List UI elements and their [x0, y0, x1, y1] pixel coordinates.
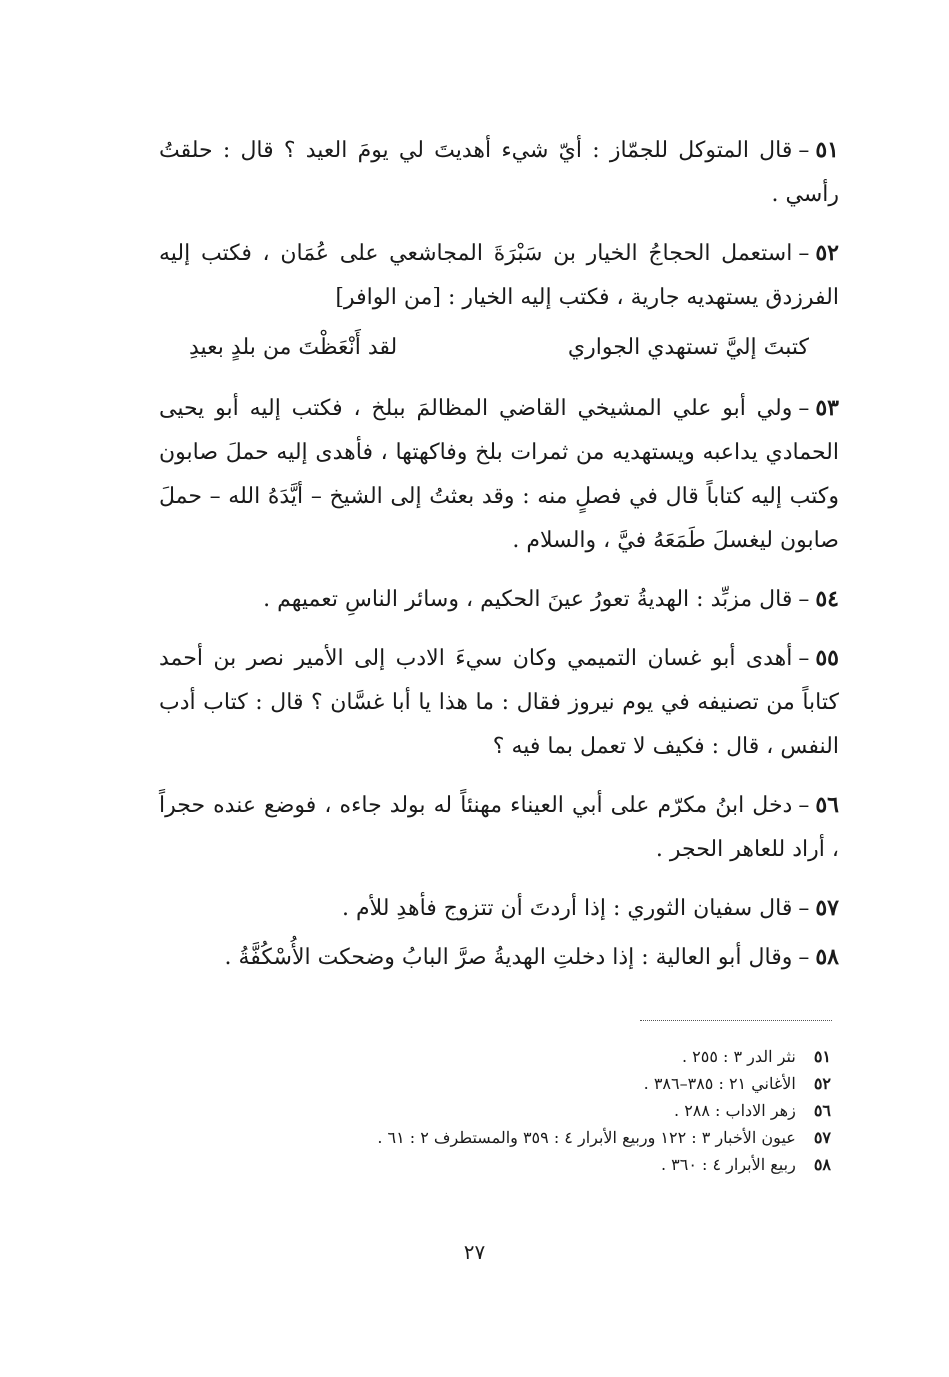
- entry-number: ٥٦: [815, 792, 839, 818]
- poem-verse: [189, 326, 809, 370]
- entry-text: قال المتوكل للجمّاز : أيّ شيء أهديتَ لي يومَ العيد ؟ قال : حلقتُ رأسي .: [159, 138, 839, 207]
- entry-dash: –: [798, 896, 810, 921]
- entry-dash: –: [798, 396, 810, 421]
- footnote-text: عيون الأخبار ٣ : ١٢٢ وربيع الأبرار ٤ : ٣٥٩ والمستطرف ٢ : ٦١ .: [377, 1128, 796, 1147]
- entry-dash: –: [798, 793, 810, 818]
- footnote-58: [191, 1151, 831, 1178]
- entry-text: قال سفيان الثوري : إذا أردتَ أن تتزوج فأهدِ للأم .: [342, 896, 793, 921]
- entry-number: ٥٢: [815, 240, 839, 266]
- footnote-number: ٥١: [813, 1047, 831, 1066]
- page-number: ٢٧: [463, 1240, 486, 1264]
- entry-dash: –: [798, 945, 810, 970]
- main-text: [159, 128, 839, 994]
- verse-hemistich-second: لقد أَنْعَظْتَ من بلدٍ بعيدِ: [189, 335, 398, 360]
- footnote-separator: [640, 1020, 832, 1021]
- footnote-text: نثر الدر ٣ : ٢٥٥ .: [681, 1047, 796, 1066]
- footnote-number: ٥٦: [813, 1101, 831, 1120]
- entry-52: [159, 231, 839, 320]
- entry-text: ولي أبو علي المشيخي القاضي المظالمَ ببلخ ، فكتب إليه أبو يحيى الحمادي يداعبه ويستهديه من ثمرات بلخ وفاكهتها ، فأهدى إليه حملَ صابون وكتب إليه كتاباً قال في فصلٍ منه : وقد بعثتُ إلى الشيخ – أيَّدَهُ الله – حملَ صابون ليغسلَ طَمَعَهُ فيَّ ، والسلام .: [159, 396, 839, 553]
- entry-dash: –: [798, 587, 810, 612]
- verse-hemistich-first: كتبتَ إليَّ تستهدي الجواري: [567, 335, 809, 360]
- entry-57: [159, 886, 839, 931]
- entry-number: ٥٥: [815, 645, 839, 671]
- entry-54: [159, 577, 839, 622]
- entry-text: دخل ابنُ مكرّم على أبي العيناء مهنئاً له بولد جاءه ، فوضع عنده حجراً ، أراد للعاهر الحجر .: [159, 793, 839, 862]
- entry-number: ٥٨: [815, 944, 839, 970]
- entry-55: [159, 636, 839, 769]
- footnote-56: [191, 1097, 831, 1124]
- footnote-57: [191, 1124, 831, 1151]
- entry-text: قال مزبِّد : الهديةُ تعورُ عينَ الحكيم ، وسائر الناسِ تعميهم .: [263, 587, 793, 612]
- entry-56: [159, 783, 839, 872]
- entry-text: أهدى أبو غسان التميمي وكان سيءَ الادب إلى الأمير نصر بن أحمد كتاباً من تصنيفه في يوم نيروز فقال : ما هذا يا أبا غسَّان ؟ قال : كتاب أدب النفس ، قال : فكيف لا تعمل بما فيه ؟: [159, 646, 839, 759]
- footnote-51: [191, 1043, 831, 1070]
- entry-dash: –: [798, 241, 810, 266]
- entry-text: استعمل الحجاجُ الخيار بن سَبْرَةَ المجاشعي على عُمَان ، فكتب إليه الفرزدق يستهديه جارية ، فكتب إليه الخيار : [من الوافر]: [159, 241, 839, 310]
- entry-text: وقال أبو العالية : إذا دخلتِ الهديةُ صرَّ البابُ وضحكت الأُسْكُفَّةُ .: [224, 945, 793, 970]
- footnote-number: ٥٢: [813, 1074, 831, 1093]
- entry-51: [159, 128, 839, 217]
- entry-dash: –: [798, 646, 810, 671]
- footnote-52: [191, 1070, 831, 1097]
- footnote-text: ربيع الأبرار ٤ : ٣٦٠ .: [660, 1155, 796, 1174]
- entry-dash: –: [798, 138, 810, 163]
- footnote-number: ٥٧: [813, 1128, 831, 1147]
- entry-58: [159, 935, 839, 980]
- entry-number: ٥٤: [815, 586, 839, 612]
- footnote-text: زهر الاداب : ٢٨٨ .: [674, 1101, 796, 1120]
- entry-number: ٥٣: [815, 395, 839, 421]
- footnotes: [191, 1043, 831, 1178]
- footnote-number: ٥٨: [813, 1155, 831, 1174]
- entry-number: ٥٧: [815, 895, 839, 921]
- footnote-text: الأغاني ٢١ : ٣٨٥–٣٨٦ .: [643, 1074, 796, 1093]
- entry-53: [159, 386, 839, 563]
- entry-number: ٥١: [815, 137, 839, 163]
